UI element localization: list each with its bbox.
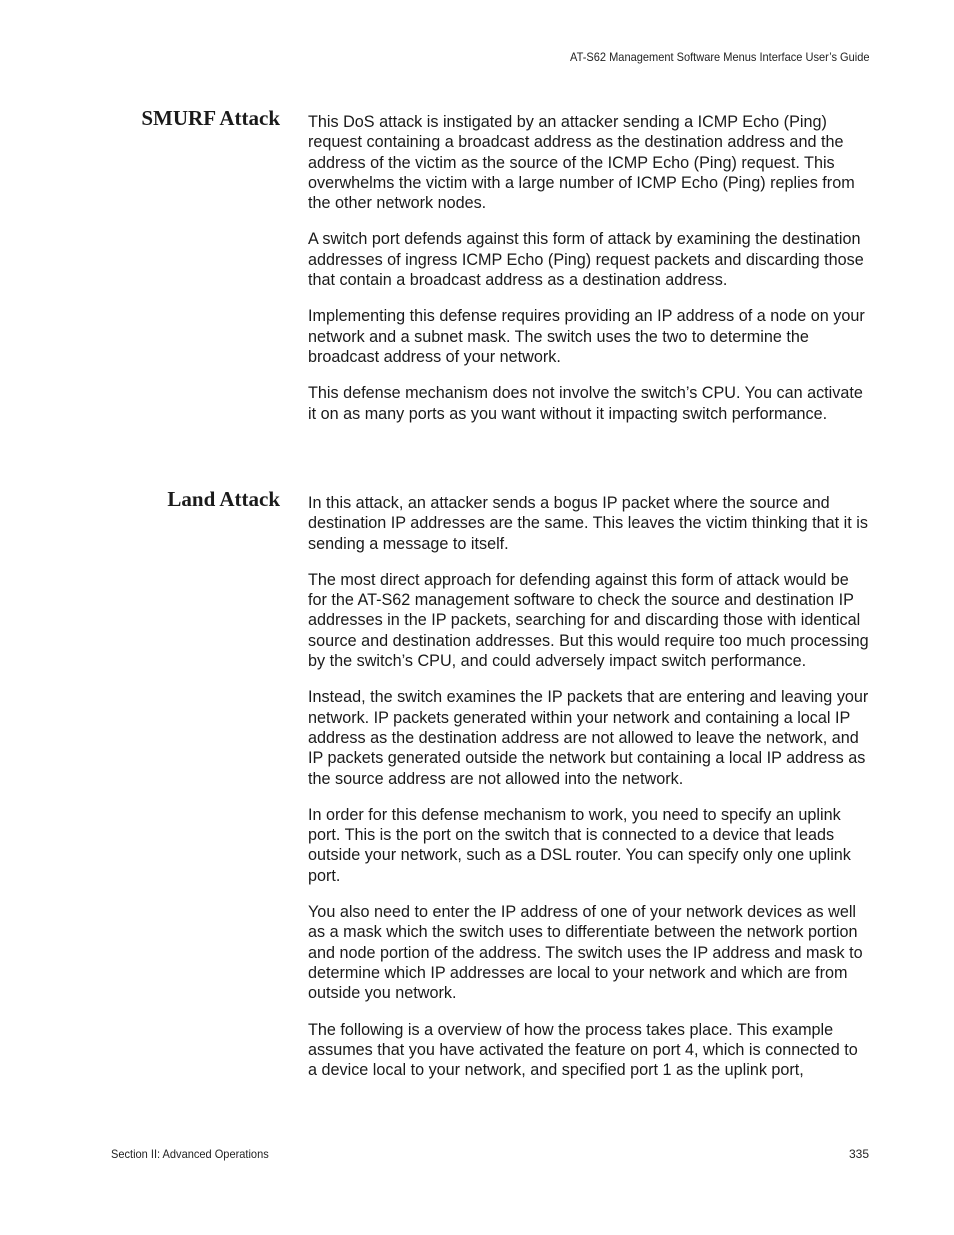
paragraph: Instead, the switch examines the IP packets that are entering and leaving your network. IP packets generated within your network and containing a local IP address as the destination address are not allowed to leave the network, and IP packets generated outside the network but containing a local IP address as the source address are not allowed into the network.: [308, 688, 869, 788]
paragraph: In order for this defense mechanism to work, you need to specify an uplink port. This is the port on the switch that is connected to a device that leads outside your network, such as a DSL router. You can specify only one uplink port.: [308, 805, 851, 885]
paragraph: Implementing this defense requires providing an IP address of a node on your network and a subnet mask. The switch uses the two to determine the broadcast address of your network.: [308, 307, 865, 366]
footer-section-label: Section II: Advanced Operations: [111, 1147, 269, 1161]
paragraph: You also need to enter the IP address of one of your network devices as well as a mask which the switch uses to differentiate between the network portion and node portion of the address. The switch uses the IP address and mask to determine which IP addresses are local to your network and which are from outside you network.: [308, 903, 863, 1003]
paragraph: A switch port defends against this form of attack by examining the destination addresses of ingress ICMP Echo (Ping) request packets and discarding those that contain a broadcast address as a destination address.: [308, 230, 864, 290]
land-attack-body: [308, 493, 870, 1096]
paragraph: In this attack, an attacker sends a bogus IP packet where the source and destination IP addresses are the same. This leaves the victim thinking that it is sending a message to itself.: [308, 494, 868, 553]
paragraph: This defense mechanism does not involve the switch’s CPU. You can activate it on as many ports as you want without it impacting switch performance.: [308, 384, 863, 423]
paragraph: The most direct approach for defending against this form of attack would be for the AT-S62 management software to check the source and destination IP addresses in the IP packets, searching for and discarding those with identical source and destination addresses. But this would require too much processing by the switch’s CPU, and could adversely impact switch performance.: [308, 570, 869, 671]
running-header: AT-S62 Management Software Menus Interface User’s Guide: [569, 50, 869, 64]
paragraph: This DoS attack is instigated by an attacker sending a ICMP Echo (Ping) request containing a broadcast address as the destination address and the address of the victim as the source of the ICMP Echo (Ping) request. This overwhelms the victim with a large number of ICMP Echo (Ping) replies from the other network nodes.: [308, 113, 855, 213]
section-heading-land: Land Attack: [167, 487, 280, 511]
section-heading-smurf: SMURF Attack: [141, 106, 280, 130]
paragraph: The following is a overview of how the process takes place. This example assumes that you have activated the feature on port 4, which is connected to a device local to your network, and specified port 1 as the uplink port,: [308, 1020, 858, 1080]
smurf-attack-body: [308, 112, 870, 440]
page-number: 335: [848, 1147, 869, 1161]
